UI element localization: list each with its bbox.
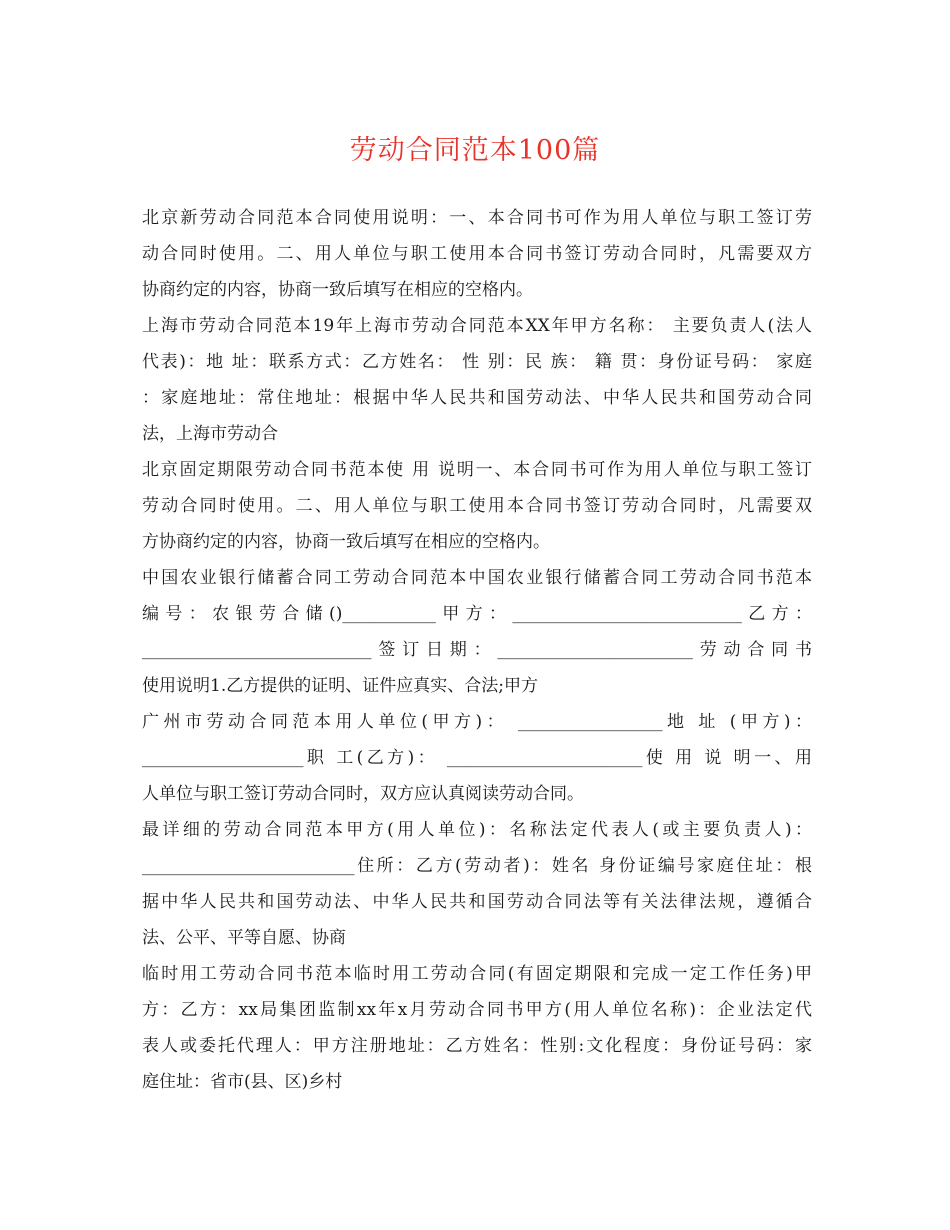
text-line: 协商约定的内容，协商一致后填写在相应的空格内。 bbox=[142, 280, 533, 300]
text-line: 最详细的劳动合同范本甲方(用人单位)：名称法定代表人(或主要负责人)： bbox=[142, 820, 812, 840]
text-line: 方：乙方：xx局集团监制xx年x月劳动合同书甲方(用人单位名称)：企业法定代 bbox=[142, 1000, 812, 1020]
text-line: 北京固定期限劳动合同书范本使 用 说明一、本合同书可作为用人单位与职工签订 bbox=[142, 460, 812, 480]
text-line: ：家庭地址：常住地址：根据中华人民共和国劳动法、中华人民共和国劳动合同 bbox=[142, 388, 812, 408]
document-title: 劳动合同范本100篇 bbox=[349, 135, 601, 166]
text-line: 方协商约定的内容，协商一致后填写在相应的空格内。 bbox=[142, 532, 550, 552]
text-line: 编号：农银劳合储()___________甲方：___________________________乙方： bbox=[142, 604, 812, 624]
text-line: 表人或委托代理人：甲方注册地址：乙方姓名：性别:文化程度：身份证号码：家 bbox=[142, 1036, 812, 1056]
text-line: 代表)：地 址：联系方式：乙方姓名： 性 别：民 族： 籍 贯：身份证号码： 家庭 bbox=[142, 352, 812, 372]
text-line: 据中华人民共和国劳动法、中华人民共和国劳动合同法等有关法律法规，遵循合 bbox=[142, 892, 812, 912]
text-line: ___________________职 工(乙方)： _______________________使 用 说 明一、用 bbox=[142, 748, 812, 768]
text-line: 庭住址：省市(县、区)乡村 bbox=[142, 1072, 343, 1092]
text-line: 北京新劳动合同范本合同使用说明：一、本合同书可作为用人单位与职工签订劳 bbox=[142, 208, 812, 228]
text-line: 人单位与职工签订劳动合同时，双方应认真阅读劳动合同。 bbox=[142, 784, 584, 804]
text-line: _________________________住所：乙方(劳动者)：姓名 身份证编号家庭住址：根 bbox=[142, 856, 812, 876]
text-line: 临时用工劳动合同书范本临时用工劳动合同(有固定期限和完成一定工作任务)甲 bbox=[142, 964, 812, 984]
text-line: ___________________________签订日期：_______________________劳动合同书 bbox=[142, 640, 812, 660]
text-line: 法，上海市劳动合 bbox=[142, 424, 278, 444]
document-body bbox=[142, 200, 812, 1100]
text-line: 劳动合同时使用。二、用人单位与职工使用本合同书签订劳动合同时，凡需要双 bbox=[142, 496, 812, 516]
text-line: 上海市劳动合同范本19年上海市劳动合同范本XX年甲方名称： 主要负责人(法人 bbox=[142, 316, 812, 336]
text-line: 广州市劳动合同范本用人单位(甲方)： _________________地 址 (甲方)： bbox=[142, 712, 812, 732]
text-line: 法、公平、平等自愿、协商 bbox=[142, 928, 346, 948]
text-line: 使用说明1.乙方提供的证明、证件应真实、合法;甲方 bbox=[142, 676, 538, 696]
text-line: 中国农业银行储蓄合同工劳动合同范本中国农业银行储蓄合同工劳动合同书范本 bbox=[142, 568, 812, 588]
text-line: 动合同时使用。二、用人单位与职工使用本合同书签订劳动合同时，凡需要双方 bbox=[142, 244, 812, 264]
